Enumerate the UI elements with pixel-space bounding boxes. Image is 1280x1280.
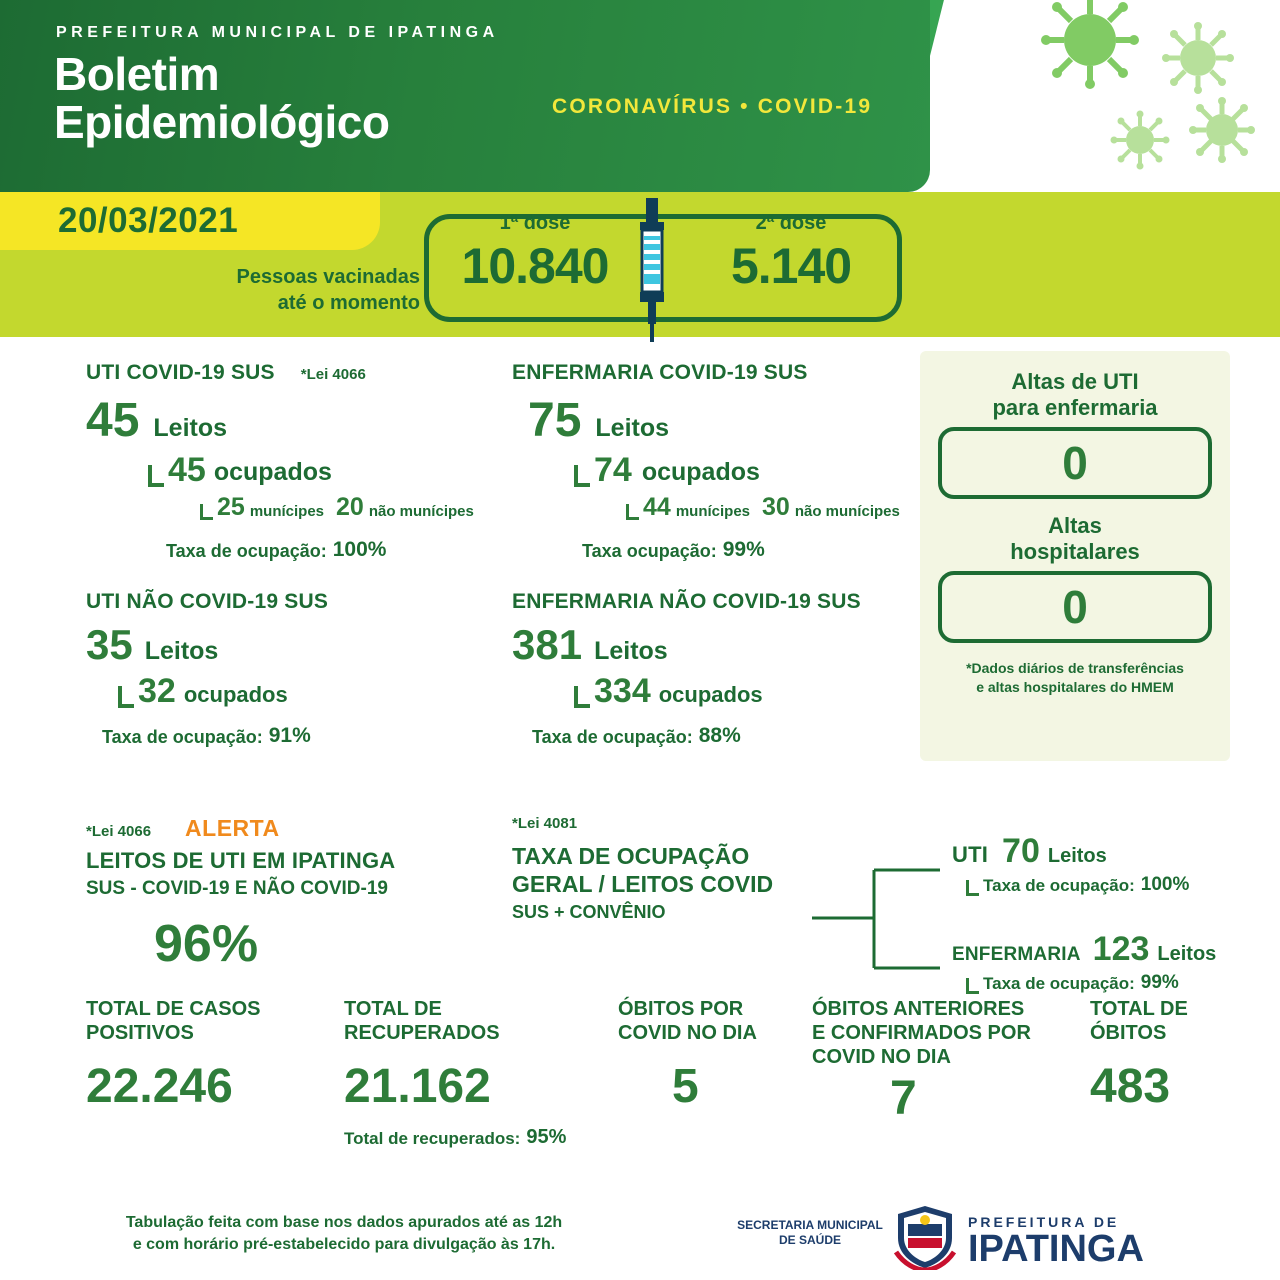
- taxa-enf-taxa-value: 99%: [1140, 972, 1179, 993]
- block-enf-covid: [512, 361, 932, 562]
- total-recuperados-sub-value: 95%: [526, 1126, 567, 1148]
- uti-covid-taxa-value: 100%: [332, 538, 387, 561]
- obitos-dia-title-line2: COVID NO DIA: [618, 1022, 757, 1044]
- uti-covid-beds-label: Leitos: [153, 414, 228, 442]
- footer-note-line2: e com horário pré-estabelecido para divulgação às 17h.: [132, 1236, 556, 1253]
- elbow-connector: [574, 686, 590, 708]
- footer: [0, 1200, 1280, 1280]
- enf-covid-nao-municipes: 30: [762, 493, 790, 521]
- enf-covid-municipes-label: munícipes: [675, 503, 750, 520]
- dose1-value: 10.840: [461, 238, 609, 294]
- taxa-geral-subtitle: SUS + CONVÊNIO: [512, 902, 666, 922]
- altas-uti-title: [920, 369, 1230, 421]
- enf-covid-taxa-label: Taxa ocupação:: [582, 541, 717, 561]
- dose2-value: 5.140: [730, 238, 852, 294]
- block-enf-nao-covid: [512, 590, 932, 748]
- enf-covid-beds-label: Leitos: [595, 414, 670, 442]
- uti-nao-covid-occupied: 32: [138, 672, 176, 710]
- prefeitura-line: PREFEITURA MUNICIPAL DE IPATINGA: [56, 24, 499, 41]
- taxa-enf-taxa-label: Taxa de ocupação:: [983, 974, 1135, 993]
- enf-covid-beds: 75: [528, 394, 582, 447]
- altas-hosp-title-line2: hospitalares: [1010, 539, 1140, 564]
- column-middle: [512, 361, 932, 748]
- page-title-line2: Epidemiológico: [54, 96, 390, 148]
- altas-hosp-value: 0: [1062, 581, 1088, 633]
- uti-covid-title: UTI COVID-19 SUS: [86, 361, 275, 384]
- taxa-geral-section: [512, 815, 1232, 993]
- prefeitura-logo-small: PREFEITURA DE: [968, 1214, 1120, 1230]
- uti-nao-covid-title: UTI NÃO COVID-19 SUS: [86, 590, 329, 613]
- dose1-block: [430, 212, 640, 295]
- footer-note-line1: Tabulação feita com base nos dados apurados até as 12h: [125, 1214, 563, 1231]
- enf-nao-covid-title: ENFERMARIA NÃO COVID-19 SUS: [512, 590, 861, 613]
- total-obitos: [1090, 997, 1260, 1114]
- alert-percent: 96%: [154, 915, 259, 973]
- virus-decoration: [990, 0, 1280, 192]
- enf-covid-municipes: 44: [643, 493, 671, 521]
- taxa-geral-title-line2: GERAL / LEITOS COVID: [512, 871, 774, 897]
- vaccination-label: [130, 264, 420, 316]
- vaccination-label-line1: Pessoas vacinadas: [236, 266, 420, 288]
- altas-card-note-line2: e altas hospitalares do HMEM: [976, 679, 1174, 695]
- uti-nao-covid-beds: 35: [86, 621, 133, 668]
- column-left: [86, 361, 486, 748]
- obitos-dia-title-line1: ÓBITOS POR: [618, 998, 744, 1020]
- total-obitos-title-line2: ÓBITOS: [1090, 1022, 1167, 1044]
- elbow-connector: [966, 880, 979, 896]
- enf-nao-covid-taxa-label: Taxa de ocupação:: [532, 727, 693, 747]
- altas-card-note-line1: *Dados diários de transferências: [966, 660, 1184, 676]
- altas-card-note: [920, 659, 1230, 697]
- total-recuperados-title-line2: RECUPERADOS: [344, 1022, 500, 1044]
- uti-covid-occupied-label: ocupados: [213, 458, 332, 486]
- block-uti-covid: [86, 361, 486, 562]
- elbow-connector: [574, 465, 590, 487]
- coronavirus-subtitle: CORONAVÍRUS • COVID-19: [552, 95, 873, 118]
- taxa-enf-label: ENFERMARIA: [952, 944, 1081, 965]
- taxa-enf-beds-label: Leitos: [1157, 943, 1217, 965]
- altas-card: [920, 351, 1230, 761]
- dose1-label: 1ª dose: [499, 212, 571, 234]
- altas-uti-value: 0: [1062, 437, 1088, 489]
- alert-line2: SUS - COVID-19 E NÃO COVID-19: [86, 878, 388, 899]
- prefeitura-logo: [968, 1214, 1144, 1268]
- brasao-icon: [890, 1204, 960, 1275]
- taxa-enf-beds: 123: [1092, 930, 1150, 968]
- page-title-line1: Boletim: [54, 48, 220, 100]
- enf-nao-covid-beds: 381: [512, 621, 583, 668]
- secretaria-saude-label: [730, 1218, 890, 1248]
- uti-covid-municipes-label: munícipes: [249, 503, 324, 520]
- taxa-uti-beds: 70: [1002, 832, 1040, 870]
- taxa-uti-taxa-value: 100%: [1140, 874, 1190, 895]
- altas-uti-box: [938, 427, 1212, 499]
- total-obitos-title-line1: TOTAL DE: [1090, 998, 1188, 1020]
- total-casos-title-line1: TOTAL DE CASOS: [86, 998, 261, 1020]
- total-recuperados: [344, 997, 614, 1149]
- enf-nao-covid-beds-label: Leitos: [594, 637, 668, 665]
- obitos-anteriores-title-line1: ÓBITOS ANTERIORES: [812, 998, 1025, 1020]
- total-recuperados-value: 21.162: [344, 1060, 491, 1113]
- altas-uti-title-line1: Altas de UTI: [1011, 369, 1139, 394]
- uti-covid-nao-municipes-label: não munícipes: [368, 503, 474, 520]
- uti-covid-beds: 45: [86, 394, 140, 447]
- altas-uti-title-line2: para enfermaria: [992, 395, 1158, 420]
- alert-badge: ALERTA: [185, 815, 280, 841]
- enf-nao-covid-occupied-label: ocupados: [658, 682, 763, 707]
- taxa-uti-beds-label: Leitos: [1047, 845, 1107, 867]
- taxa-geral-title-line1: TAXA DE OCUPAÇÃO: [512, 843, 750, 869]
- obitos-anteriores-value: 7: [890, 1072, 917, 1125]
- elbow-connector: [118, 686, 134, 708]
- altas-hosp-title: [920, 513, 1230, 565]
- uti-covid-nao-municipes: 20: [336, 493, 364, 521]
- dose2-block: [686, 212, 896, 295]
- enf-covid-nao-municipes-label: não munícipes: [794, 503, 900, 520]
- page-title: [54, 50, 389, 146]
- secretaria-line1: SECRETARIA MUNICIPAL: [737, 1218, 883, 1232]
- prefeitura-logo-big: IPATINGA: [968, 1228, 1144, 1270]
- alert-lei: *Lei 4066: [86, 823, 152, 840]
- uti-covid-taxa-label: Taxa de ocupação:: [166, 541, 327, 561]
- altas-hosp-title-line1: Altas: [1048, 513, 1102, 538]
- dose2-label: 2ª dose: [755, 212, 827, 234]
- total-obitos-value: 483: [1090, 1060, 1171, 1113]
- elbow-connector: [148, 465, 164, 487]
- elbow-connector: [626, 504, 639, 520]
- uti-nao-covid-occupied-label: ocupados: [183, 682, 288, 707]
- elbow-connector: [966, 978, 979, 994]
- bulletin-date: 20/03/2021: [58, 201, 239, 240]
- alert-section: [86, 815, 506, 974]
- uti-covid-municipes: 25: [217, 493, 245, 521]
- vaccination-label-line2: até o momento: [277, 292, 420, 314]
- footer-note: [84, 1212, 604, 1256]
- obitos-anteriores: [812, 997, 1062, 1126]
- obitos-anteriores-title-line2: E CONFIRMADOS POR: [812, 1022, 1031, 1044]
- taxa-geral-lei: *Lei 4081: [512, 815, 578, 832]
- enf-covid-occupied-label: ocupados: [641, 458, 760, 486]
- total-casos-title-line2: POSITIVOS: [86, 1022, 194, 1044]
- bracket-connector: [812, 860, 952, 980]
- syringe-icon: [612, 196, 692, 336]
- enf-covid-taxa-value: 99%: [722, 538, 765, 561]
- uti-covid-lei: *Lei 4066: [300, 366, 366, 383]
- altas-hosp-box: [938, 571, 1212, 643]
- taxa-uti-label: UTI: [952, 842, 989, 867]
- total-casos-positivos: [86, 997, 326, 1114]
- uti-nao-covid-taxa-value: 91%: [268, 724, 311, 747]
- total-casos-value: 22.246: [86, 1060, 233, 1113]
- enf-nao-covid-occupied: 334: [594, 672, 651, 710]
- obitos-dia: [618, 997, 808, 1114]
- uti-nao-covid-taxa-label: Taxa de ocupação:: [102, 727, 263, 747]
- header: [0, 0, 1280, 192]
- uti-nao-covid-beds-label: Leitos: [144, 637, 219, 665]
- enf-covid-title: ENFERMARIA COVID-19 SUS: [512, 361, 808, 384]
- taxa-uti-taxa-label: Taxa de ocupação:: [983, 876, 1135, 895]
- obitos-dia-value: 5: [672, 1060, 699, 1113]
- alert-line1: LEITOS DE UTI EM IPATINGA: [86, 848, 396, 873]
- date-badge: [0, 192, 380, 250]
- enf-nao-covid-taxa-value: 88%: [698, 724, 741, 747]
- total-recuperados-sub-label: Total de recuperados:: [344, 1129, 521, 1148]
- obitos-anteriores-title-line3: COVID NO DIA: [812, 1046, 951, 1068]
- block-uti-nao-covid: [86, 590, 486, 748]
- uti-covid-occupied: 45: [168, 451, 206, 489]
- elbow-connector: [200, 504, 213, 520]
- enf-covid-occupied: 74: [594, 451, 632, 489]
- total-recuperados-title-line1: TOTAL DE: [344, 998, 442, 1020]
- secretaria-line2: DE SAÚDE: [778, 1233, 841, 1247]
